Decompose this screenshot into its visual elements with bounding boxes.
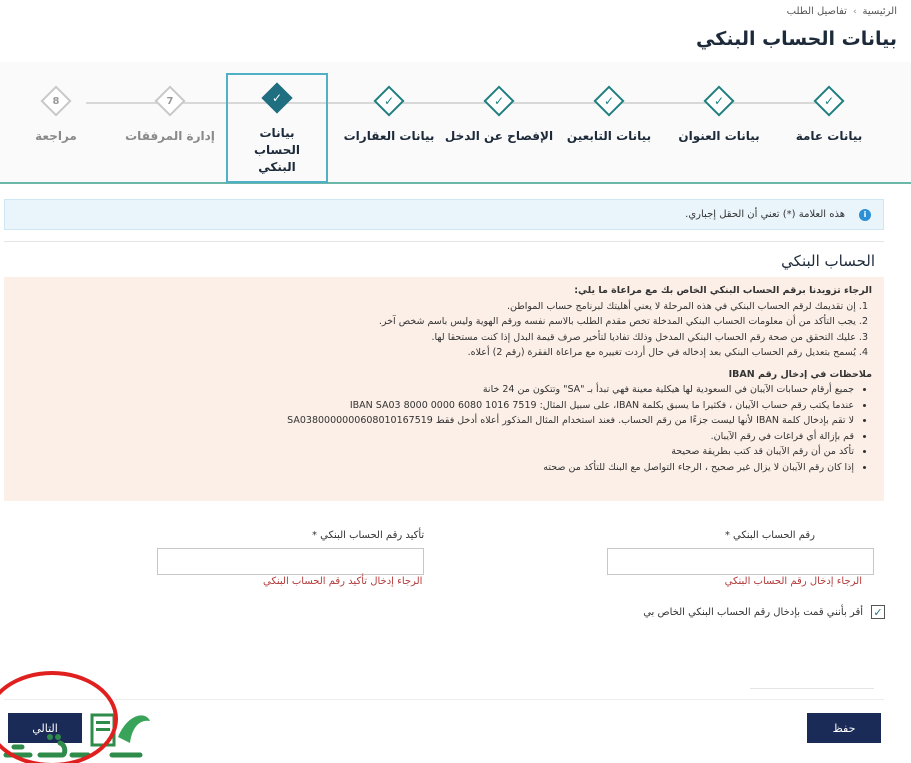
checkmark-icon: ✓ [873, 605, 883, 619]
info-icon: i [859, 209, 871, 221]
step-review [1, 72, 111, 145]
breadcrumb-current: تفاصيل الطلب [786, 6, 847, 17]
step-address[interactable] [664, 72, 774, 145]
check-icon: ✓ [373, 85, 404, 116]
info-text: هذه العلامة (*) تعني أن الحقل إجباري. [685, 209, 845, 220]
step-properties[interactable] [334, 72, 444, 145]
step-bank-account[interactable] [226, 73, 328, 183]
list-item: • إذا كان رقم الآيبان لا يزال غير صحيح ، الرجاء التواصل مع البنك للتأكد من صحته [16, 460, 854, 476]
step-label: بيانات العقارات [343, 129, 435, 143]
account-number-input[interactable] [607, 548, 874, 575]
declaration-row [643, 605, 885, 619]
list-item: 2. يجب التأكد من أن معلومات الحساب البنكي المدخلة تخص مقدم الطلب بالاسم نفسه ورقم الهوية وليس باسم شخص آخر. [378, 316, 868, 327]
list-item: • لا تقم بإدخال كلمة IBAN لأنها ليست جزءًا من رقم الحساب. فعند استخدام المثال المذكور أعلاه أدخل فقط SA0380000000608010167519 [16, 413, 854, 429]
check-icon: ✓ [593, 85, 624, 116]
check-icon: ✓ [483, 85, 514, 116]
account-number-label: رقم الحساب البنكي * [724, 530, 815, 541]
step-label: الإفصاح عن الدخل [444, 129, 554, 143]
step-label: مراجعة [35, 129, 77, 143]
confirm-account-input[interactable] [157, 548, 424, 575]
step-label: بيانات عامة [795, 129, 863, 143]
divider [4, 699, 884, 700]
iban-notes-list [16, 382, 872, 475]
page-title: بيانات الحساب البنكي [696, 28, 897, 50]
annotation-circle [0, 671, 118, 763]
breadcrumb [787, 6, 897, 17]
step-attachments [115, 72, 225, 145]
list-item: 1. إن تقديمك لرقم الحساب البنكي في هذه المرحلة لا يعني أهليتك لبرنامج حساب المواطن. [506, 300, 868, 312]
divider [4, 241, 884, 242]
list-item: 3. عليك التحقق من صحة رقم الحساب البنكي المدخل وذلك تفاديا لتأخير صرف قيمة البدل إذا كنت مستحقا لها. [431, 331, 868, 343]
list-item: • جميع أرقام حسابات الآيبان في السعودية لها هيكلية معينة فهي تبدأ بـ "SA" وتتكون من 24 خانة [16, 382, 854, 398]
list-item: • تأكد من أن رقم الآيبان قد كتب بطريقة صحيحة [16, 444, 854, 460]
notes-heading: الرجاء تزويدنا برقم الحساب البنكي الخاص بك مع مراعاة ما يلي: [574, 285, 872, 296]
check-icon: ✓ [813, 85, 844, 116]
list-item: • عندما يكتب رقم حساب الآيبان ، فكثيرا ما يسبق بكلمة IBAN، على سبيل المثال: IBAN SA03 8000 0000 6080 1016 7519 [16, 398, 854, 414]
step-number-icon: 7 [154, 85, 185, 116]
step-label: بيانات العنوان [678, 129, 760, 143]
step-label: بيانات التابعين [566, 129, 652, 143]
iban-notes-heading: ملاحظات في إدخال رقم IBAN [728, 368, 872, 380]
list-item: 4. يُسمح بتعديل رقم الحساب البنكي بعد إدخاله في حال أردت تغييره مع مراعاة الفقرة (رقم 2) أعلاه. [467, 347, 868, 358]
list-item: • قم بإزالة أي فراغات في رقم الآيبان. [16, 429, 854, 445]
section-title: الحساب البنكي [781, 252, 875, 270]
declaration-label: أقر بأنني قمت بإدخال رقم الحساب البنكي الخاص بي [643, 606, 863, 618]
step-income-disclosure[interactable] [444, 72, 554, 145]
step-label: بيانات الحساب البنكي [253, 126, 301, 174]
check-icon: ✓ [261, 82, 292, 113]
declaration-checkbox[interactable] [871, 605, 885, 619]
bank-account-notes [4, 277, 884, 501]
check-icon: ✓ [703, 85, 734, 116]
step-general-info[interactable] [774, 72, 884, 145]
confirm-account-label: تأكيد رقم الحساب البنكي * [312, 530, 425, 541]
step-number-icon: 8 [40, 85, 71, 116]
breadcrumb-separator: › [852, 6, 857, 17]
divider [750, 688, 874, 689]
step-dependents[interactable] [554, 72, 664, 145]
account-number-error: الرجاء إدخال رقم الحساب البنكي [724, 576, 862, 587]
confirm-account-error: الرجاء إدخال تأكيد رقم الحساب البنكي [263, 576, 423, 587]
notes-list [16, 299, 872, 361]
breadcrumb-home[interactable]: الرئيسية [862, 6, 897, 17]
stepper [0, 62, 911, 184]
next-button[interactable]: التالي [8, 713, 82, 743]
required-field-notice [4, 199, 884, 230]
step-label: إدارة المرفقات [125, 129, 215, 143]
save-button[interactable]: حفظ [807, 713, 881, 743]
